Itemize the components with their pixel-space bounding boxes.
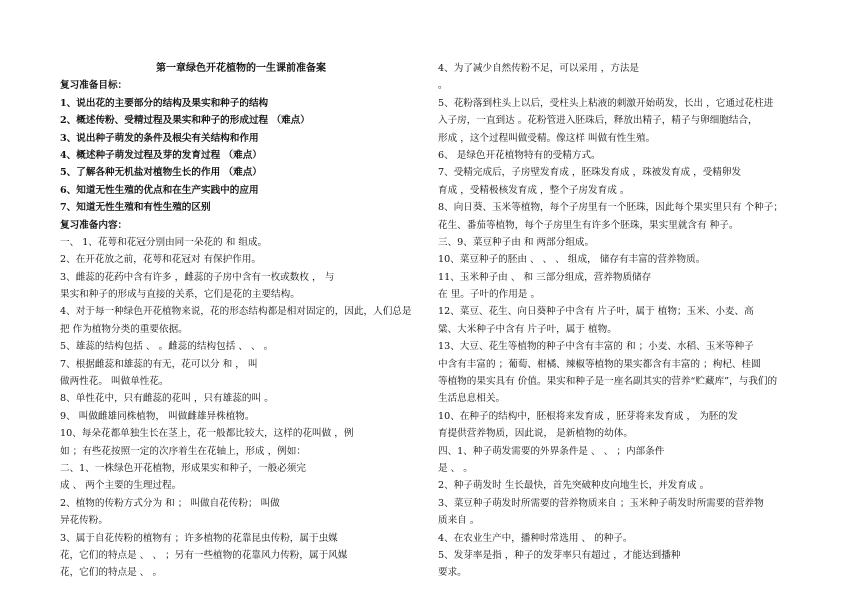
question-line: 成 、 两个主要的生理过程。 — [60, 480, 182, 492]
question-line: 果实和种子的形成与直接的关系，它们是花的主要结构。 — [60, 289, 300, 301]
question-line: 要求。 — [438, 567, 467, 579]
question-line: 3、属于自花传粉的植物有 ；许多植物的花靠昆虫传粉，属于虫媒 — [60, 532, 338, 544]
question-line: 3、菜豆种子萌发时所需要的营养物质来自 ；玉米种子萌发时所需要的营养物 — [438, 497, 764, 509]
goal-item: 7、知道无性生殖和有性生殖的区别 — [60, 202, 211, 214]
question-line: 粱、大米种子中含有 片子叶，属于 植物。 — [438, 323, 617, 335]
question-line: 4、为了减少自然传粉不足，可以采用 ，方法是 — [438, 63, 640, 74]
question-line: 三、9、菜豆种子由 和 两部分组成。 — [438, 236, 595, 248]
goals-list — [60, 95, 422, 217]
goal-item: 5、了解各种无机盐对植物生长的作用 （难点） — [60, 167, 262, 179]
question-line: 育成 ，受精极核发育成 ，整个子房发育成 。 — [438, 184, 630, 196]
question-line: 入子房，一直到达 。花粉管进入胚珠后，释放出精子，精子与卵细胞结合， — [438, 115, 758, 127]
question-line: 2、在开花放之前，花萼和花冠对 有保护作用。 — [60, 254, 262, 266]
question-line: 花，它们的特点是 、 、 ；另有一些植物的花靠风力传粉，属于风媒 — [60, 549, 348, 561]
goal-item: 3、说出种子萌发的条件及根尖有关结构和作用 — [60, 132, 259, 144]
question-line: 生活息息相关。 — [438, 393, 506, 405]
content-heading: 复习准备内容： — [60, 219, 128, 231]
question-line: 10、菜豆种子的胚由 、 、 、 组成， 储存有丰富的营养物质。 — [438, 254, 706, 266]
question-line: 2、种子萌发时 生长最快，首先突破种皮向地生长，并发育成 。 — [438, 480, 710, 492]
question-line: 10、每朵花都单独生长在茎上，花一般都比较大，这样的花叫做 ，例 — [60, 428, 354, 440]
question-line: 13、大豆、花生等植物的种子中含有丰富的 和 ；小麦、水稻、玉米等种子 — [438, 341, 754, 353]
question-line: 8、向日葵、玉米等植物，每个子房里有一个胚珠，因此每个果实里只有 个种子； — [438, 202, 783, 214]
question-line: 是 、 。 — [438, 462, 473, 474]
left-column — [60, 60, 422, 582]
goal-item: 2、概述传粉、受精过程及果实和种子的形成过程 （难点） — [60, 115, 310, 127]
goal-item: 4、概述种子萌发过程及芽的发育过程 （难点） — [60, 149, 262, 161]
question-line: 如 ；有些花按照一定的次序着生在花轴上，形成 ，例如： — [60, 445, 306, 457]
question-line: 二、1、一株绿色开花植物，形成果实和种子，一般必须完 — [60, 462, 306, 474]
goal-item: 1、说出花的主要部分的结构及果实和种子的结构 — [60, 97, 269, 109]
question-line: 4、对于每一种绿色开花植物来说，花的形态结构都是相对固定的，因此，人们总是 — [60, 306, 412, 318]
question-line: 异花传粉。 — [60, 515, 108, 527]
question-line: 5、花粉落到柱头上以后，受柱头上粘液的刺激开始萌发，长出 ，它通过花柱进 — [438, 97, 774, 109]
question-line: 四、1、种子萌发需要的外界条件是 、 、 ；内部条件 — [438, 445, 665, 457]
question-line: 12、菜豆、花生、向日葵种子中含有 片子叶，属于 植物；玉米、小麦、高 — [438, 306, 754, 318]
left-items — [60, 234, 422, 582]
question-line: 2、植物的传粉方式分为 和 ； 叫做自花传粉； 叫做 — [60, 497, 280, 509]
goals-heading: 复习准备目标： — [60, 80, 128, 92]
question-line: 9、 叫做雌雄同株植物， 叫做雌雄异株植物。 — [60, 410, 255, 422]
question-line: 质来自 。 — [438, 515, 480, 527]
question-line: 7、受精完成后，子房壁发育成 ，胚珠发育成 ，珠被发育成 ，受精卵发 — [438, 167, 742, 179]
question-line: 花，它们的特点是 、 。 — [60, 567, 163, 579]
goal-item: 6、知道无性生殖的优点和在生产实践中的应用 — [60, 184, 259, 196]
question-line: 3、雌蕊的花药中含有许多 ，雌蕊的子房中含有一枚或数枚 ， 与 — [60, 271, 335, 283]
question-line: 一、 1、花萼和花冠分别由同一朵花的 和 组成。 — [60, 236, 268, 248]
page-title: 第一章绿色开花植物的一生课前准备案 — [156, 63, 326, 74]
question-line: 在 里。子叶的作用是 。 — [438, 289, 541, 301]
question-line: 5、雄蕊的结构包括 、 。雌蕊的结构包括 、 、 。 — [60, 341, 274, 353]
question-line: 6、 是绿色开花植物特有的受精方式。 — [438, 149, 601, 161]
question-line: 7、根据雌蕊和雄蕊的有无，花可以分 和 ， 叫 — [60, 358, 258, 370]
question-line: 8、单性花中，只有雌蕊的花叫 ，只有雄蕊的叫 。 — [60, 393, 274, 405]
right-column — [438, 60, 802, 582]
question-line: 。 — [438, 80, 448, 92]
question-line: 做两性花。 叫做单性花。 — [60, 376, 169, 388]
question-line: 把 作为植物分类的重要依据。 — [60, 323, 188, 335]
question-line: 花生、番茄等植物，每个子房里生有许多个胚珠，果实里就含有 种子。 — [438, 219, 739, 231]
question-line: 育提供营养物质，因此说， 是新植物的幼体。 — [438, 428, 633, 440]
question-line: 4、在农业生产中，播种时常选用 、 的种子。 — [438, 532, 633, 544]
question-line: 中含有丰富的 ；葡萄、柑橘、辣椒等植物的果实都含有丰富的 ；枸杞、桂圆 — [438, 358, 761, 370]
question-line: 等植物的果实具有 价值。果实和种子是一座名副其实的营养“贮藏库”，与我们的 — [438, 376, 778, 388]
question-line: 5、发芽率是指 ，种子的发芽率只有超过 ，才能达到播种 — [438, 549, 681, 561]
question-line: 11、玉米种子由 、 和 三部分组成，营养物质储存 — [438, 271, 652, 283]
question-line: 形成 ，这个过程叫做受精。像这样 叫做有性生殖。 — [438, 132, 656, 144]
question-line: 10、在种子的结构中，胚根将来发育成 ，胚芽将来发育成 ， 为胚的发 — [438, 410, 738, 422]
